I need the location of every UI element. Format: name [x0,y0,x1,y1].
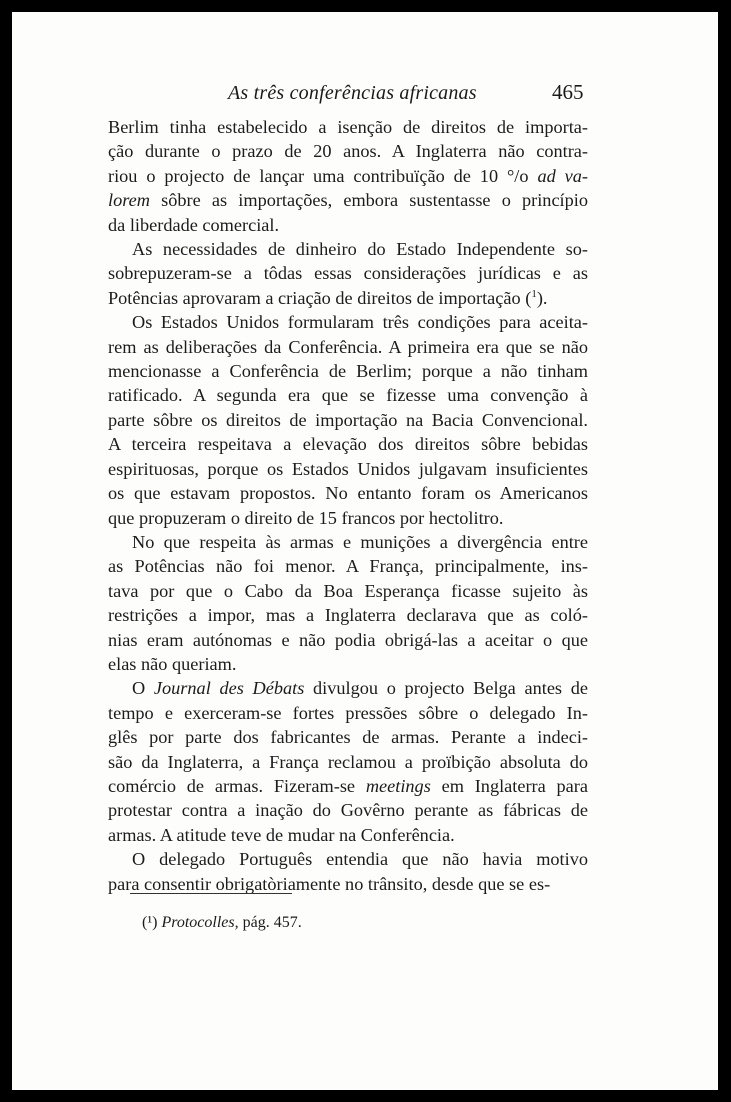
text-line: ção durante o prazo de 20 anos. A Inglaterra não contra- [108,141,588,162]
text-line: armas. A atitude teve de mudar na Conferência. [108,824,455,845]
page-number: 465 [552,80,584,104]
text-line: A terceira respeitava a elevação dos direitos sôbre bebidas [108,434,588,455]
text-line: O delegado Português entendia que não havia motivo [132,849,588,870]
text-line: da liberdade comercial. [108,214,280,235]
text-line: que propuzeram o direito de 15 francos por hectolitro. [108,507,504,528]
page-header [12,76,718,106]
text-line: O Journal des Débats divulgou o projecto Belga antes de [132,678,588,699]
text-line: No que respeita às armas e munições a divergência entre [132,531,588,552]
text-line: para consentir obrigatòriamente no trânsito, desde que se es- [108,873,551,894]
body-text [108,115,588,896]
paragraph [108,676,588,847]
text-line: parte sôbre os direitos de importação na Bacia Convencional. [108,409,588,430]
footnote-rule [130,893,292,894]
text-line: comércio de armas. Fizeram-se meetings em Inglaterra para [108,775,588,796]
text-line: tempo e exerceram-se fortes pressões sôbre o delegado In- [108,702,588,723]
text-line: tava por que o Cabo da Boa Esperança ficasse sujeito às [108,580,588,601]
text-line: riou o projecto de lançar uma contribuïção de 10 °/o ad va- [108,165,588,186]
text-line: sobrepuzeram-se a tôdas essas considerações jurídicas e as [108,263,588,284]
text-line: as Potências não foi menor. A França, principalmente, ins- [108,556,588,577]
footnote-marker: (¹) [142,914,158,931]
paragraph [108,310,588,530]
text-line: espirituosas, porque os Estados Unidos julgavam insuficientes [108,458,588,479]
text-line: Berlim tinha estabelecido a isenção de direitos de importa- [108,117,588,137]
text-line: os que estavam propostos. No entanto foram os Americanos [108,483,588,504]
text-line: rem as deliberações da Conferência. A primeira era que se não [108,336,588,357]
paragraph [108,530,588,676]
text-line: As necessidades de dinheiro do Estado Independente so- [132,239,588,260]
paragraph [108,237,588,310]
text-line: são da Inglaterra, a França reclamou a proïbição absoluta do [108,751,588,772]
text-line: ratificado. A segunda era que se fizesse uma convenção à [108,385,588,406]
text-line: Potências aprovaram a criação de direitos de importação ($^1$). [108,287,548,308]
text-line: mencionasse a Conferência de Berlim; porque a não tinham [108,361,588,382]
text-line: glês por parte dos fabricantes de armas. Perante a indeci- [108,727,588,748]
book-page [12,12,718,1090]
footnote [142,914,302,932]
footnote-source: Protocolles, [161,914,239,931]
paragraph [108,847,588,896]
paragraph [108,115,588,237]
footnote-page-ref: pág. 457. [242,914,302,931]
text-line: nias eram autónomas e não podia obrigá-las a aceitar o que [108,629,588,650]
text-line: Os Estados Unidos formularam três condições para aceita- [132,312,588,333]
running-title: As três conferências africanas [228,82,477,104]
text-line: lorem sôbre as importações, embora sustentasse o princípio [108,190,588,211]
text-line: elas não queriam. [108,653,237,674]
text-line: restrições a impor, mas a Inglaterra declarava que as coló- [108,605,588,626]
text-line: protestar contra a inação do Govêrno perante as fábricas de [108,800,588,821]
